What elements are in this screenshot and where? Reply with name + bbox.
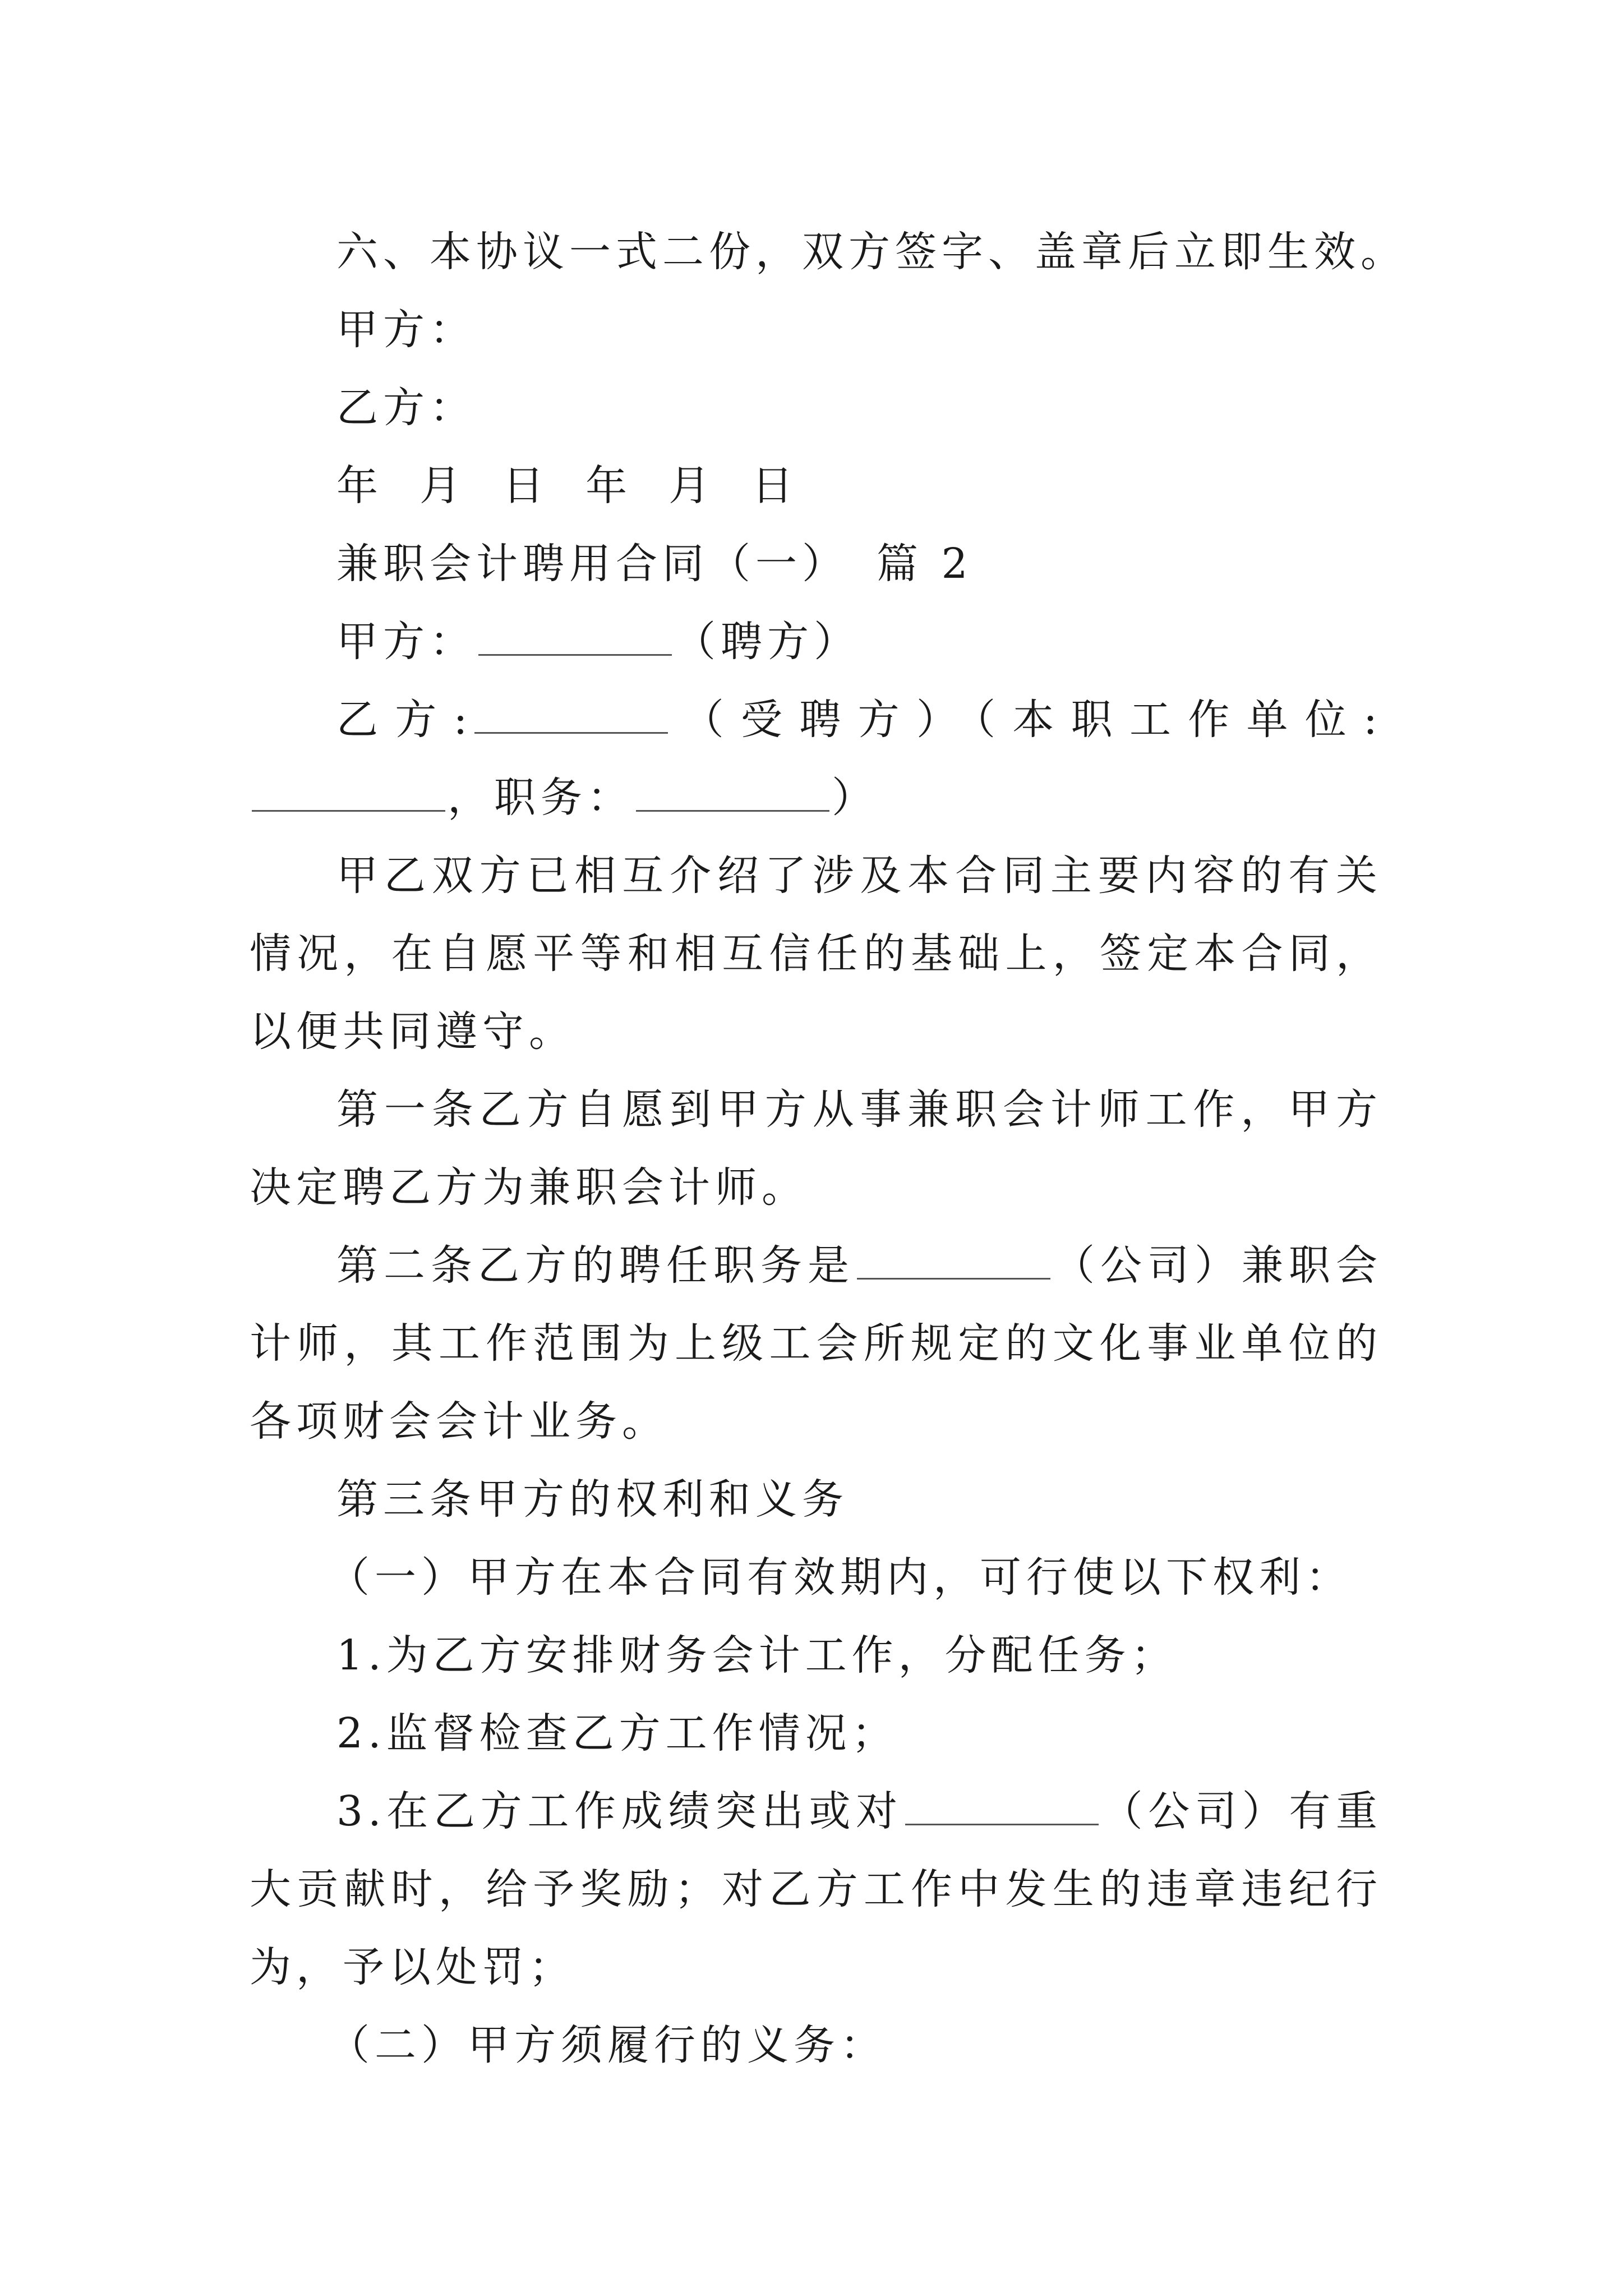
rights-heading: （一）甲方在本合同有效期内，可行使以下权利： bbox=[328, 1553, 1352, 1602]
company-blank-2 bbox=[905, 1789, 1099, 1825]
contract-title-text: 兼职会计聘用合同（一） bbox=[336, 540, 849, 588]
contract-title bbox=[250, 525, 1382, 603]
date-line: 年 月 日 年 月 日 bbox=[336, 462, 799, 510]
article-two-post: （公司）兼职会计师，其工作范围为上级工会所规定的文化事业单位的各项财会会计业务。 bbox=[250, 1241, 1382, 1446]
right-two: 2.监督检查乙方工作情况； bbox=[336, 1709, 898, 1757]
contract-title-suffix: 篇 2 bbox=[877, 540, 973, 588]
employer-label: 甲方： bbox=[336, 618, 476, 666]
company-blank-1 bbox=[857, 1243, 1050, 1280]
article-three: 第三条甲方的权利和义务 bbox=[336, 1475, 849, 1524]
article-two bbox=[250, 1227, 1382, 1461]
employer-blank bbox=[478, 619, 672, 656]
employee-role: （受聘方）（本职工作单位: bbox=[670, 696, 1382, 744]
employee-label: 乙方: bbox=[336, 696, 473, 744]
party-a-signature: 甲方： bbox=[336, 306, 476, 354]
employer-line bbox=[250, 603, 1382, 681]
document-body bbox=[250, 213, 1407, 2085]
employer-role: （聘方） bbox=[674, 618, 860, 666]
clause-six: 六、本协议一式二份，双方签字、盖章后立即生效。 bbox=[336, 228, 1407, 276]
article-two-pre: 第二条乙方的聘任职务是 bbox=[336, 1241, 855, 1290]
article-one: 第一条乙方自愿到甲方从事兼职会计师工作，甲方决定聘乙方为兼职会计师。 bbox=[250, 1085, 1382, 1212]
duties-heading: （二）甲方须履行的义务： bbox=[328, 2021, 887, 2069]
employee-line bbox=[250, 681, 1382, 837]
work-unit-blank bbox=[252, 775, 445, 812]
employee-blank bbox=[474, 697, 668, 734]
employee-comma: ， bbox=[448, 774, 494, 822]
right-one: 1.为乙方安排财务会计工作，分配任务； bbox=[336, 1631, 1178, 1680]
party-b-signature: 乙方： bbox=[336, 384, 476, 432]
position-label: 职务： bbox=[494, 774, 634, 822]
right-three bbox=[250, 1773, 1382, 2007]
position-close: ） bbox=[832, 774, 878, 822]
position-blank bbox=[636, 775, 829, 812]
right-three-pre: 3.在乙方工作成绩突出或对 bbox=[336, 1787, 903, 1835]
right-three-post: （公司）有重大贡献时，给予奖励；对乙方工作中发生的违章违纪行为，予以处罚； bbox=[250, 1787, 1383, 1991]
intro-paragraph: 甲乙双方已相互介绍了涉及本合同主要内容的有关情况，在自愿平等和相互信任的基础上，签定本合同，以便共同遵守。 bbox=[250, 852, 1382, 1056]
